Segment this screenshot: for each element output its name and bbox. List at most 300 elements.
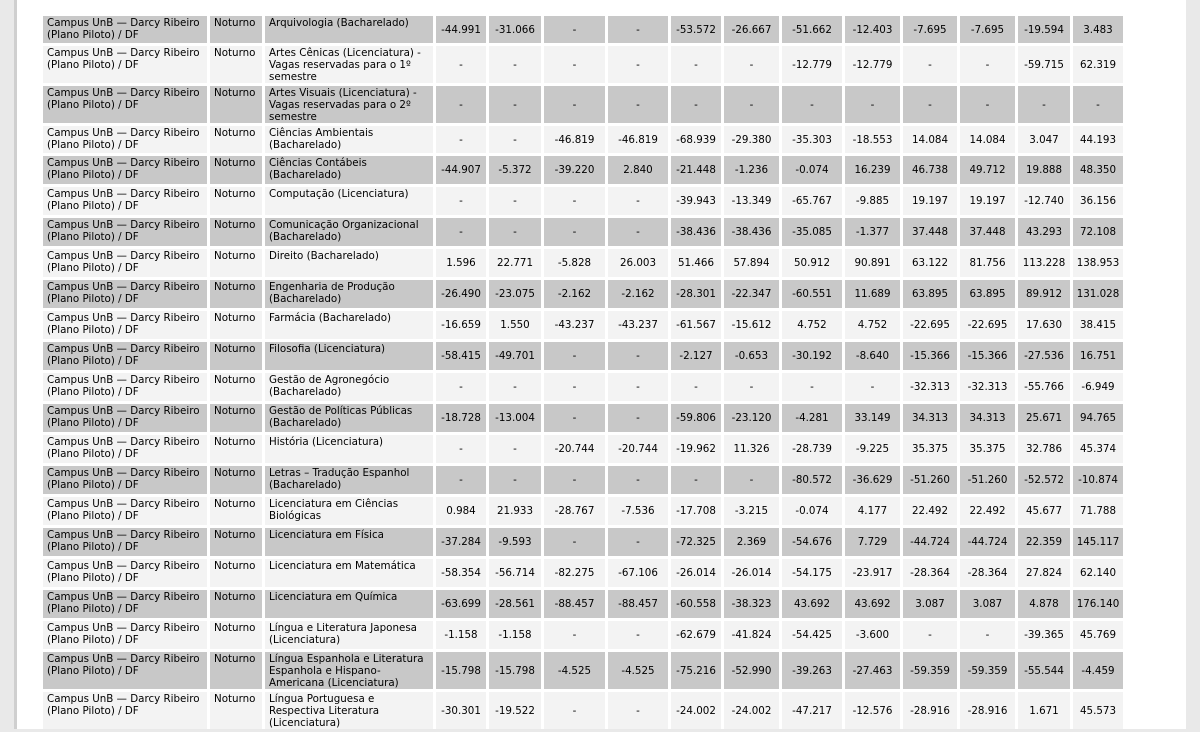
shift-cell: Noturno <box>210 528 262 556</box>
value-cell: - <box>608 187 668 215</box>
value-cell: - <box>489 86 541 123</box>
value-cell: - <box>436 218 486 246</box>
value-cell: - <box>436 373 486 401</box>
value-cell: -1.236 <box>724 156 779 184</box>
table-row <box>43 404 1123 432</box>
value-cell: -32.313 <box>960 373 1015 401</box>
value-cell: -18.728 <box>436 404 486 432</box>
table-body <box>43 16 1123 729</box>
value-cell: -28.364 <box>960 559 1015 587</box>
value-cell: 16.239 <box>845 156 900 184</box>
shift-cell: Noturno <box>210 280 262 308</box>
value-cell: -59.359 <box>903 652 957 689</box>
table-row <box>43 280 1123 308</box>
value-cell: -37.284 <box>436 528 486 556</box>
value-cell: -22.695 <box>903 311 957 339</box>
value-cell: - <box>436 187 486 215</box>
value-cell: 2.369 <box>724 528 779 556</box>
value-cell: 14.084 <box>903 126 957 153</box>
value-cell: 0.984 <box>436 497 486 525</box>
value-cell: -46.819 <box>608 126 668 153</box>
value-cell: -7.536 <box>608 497 668 525</box>
value-cell: -8.640 <box>845 342 900 370</box>
value-cell: -15.612 <box>724 311 779 339</box>
value-cell: -80.572 <box>782 466 842 494</box>
value-cell: -13.004 <box>489 404 541 432</box>
shift-cell: Noturno <box>210 187 262 215</box>
campus-cell: Campus UnB — Darcy Ribeiro (Plano Piloto) / DF <box>43 652 207 689</box>
table-row <box>43 590 1123 618</box>
value-cell: -44.991 <box>436 16 486 43</box>
value-cell: -51.260 <box>903 466 957 494</box>
shift-cell: Noturno <box>210 311 262 339</box>
campus-cell: Campus UnB — Darcy Ribeiro (Plano Piloto) / DF <box>43 692 207 729</box>
value-cell: -68.939 <box>671 126 721 153</box>
value-cell: - <box>436 466 486 494</box>
value-cell: 46.738 <box>903 156 957 184</box>
value-cell: - <box>782 373 842 401</box>
value-cell: -46.819 <box>544 126 605 153</box>
value-cell: -59.806 <box>671 404 721 432</box>
value-cell: -24.002 <box>724 692 779 729</box>
value-cell: -10.874 <box>1073 466 1123 494</box>
campus-cell: Campus UnB — Darcy Ribeiro (Plano Piloto) / DF <box>43 435 207 463</box>
value-cell: 37.448 <box>960 218 1015 246</box>
value-cell: 94.765 <box>1073 404 1123 432</box>
value-cell: -12.740 <box>1018 187 1070 215</box>
value-cell: -20.744 <box>544 435 605 463</box>
table-row <box>43 497 1123 525</box>
value-cell: -12.576 <box>845 692 900 729</box>
table-row <box>43 218 1123 246</box>
shift-cell: Noturno <box>210 559 262 587</box>
value-cell: - <box>608 86 668 123</box>
course-cell: Engenharia de Produção (Bacharelado) <box>265 280 433 308</box>
value-cell: - <box>544 342 605 370</box>
value-cell: -27.463 <box>845 652 900 689</box>
value-cell: -7.695 <box>960 16 1015 43</box>
campus-cell: Campus UnB — Darcy Ribeiro (Plano Piloto) / DF <box>43 590 207 618</box>
value-cell: 62.140 <box>1073 559 1123 587</box>
value-cell: -35.085 <box>782 218 842 246</box>
value-cell: - <box>845 86 900 123</box>
value-cell: - <box>489 187 541 215</box>
value-cell: - <box>489 466 541 494</box>
value-cell: -43.237 <box>544 311 605 339</box>
value-cell: -41.824 <box>724 621 779 649</box>
table-row <box>43 249 1123 277</box>
value-cell: - <box>489 46 541 83</box>
value-cell: 145.117 <box>1073 528 1123 556</box>
value-cell: 22.492 <box>903 497 957 525</box>
shift-cell: Noturno <box>210 621 262 649</box>
campus-cell: Campus UnB — Darcy Ribeiro (Plano Piloto) / DF <box>43 218 207 246</box>
value-cell: -60.551 <box>782 280 842 308</box>
value-cell: -82.275 <box>544 559 605 587</box>
value-cell: 63.895 <box>960 280 1015 308</box>
value-cell: 22.359 <box>1018 528 1070 556</box>
value-cell: 34.313 <box>960 404 1015 432</box>
value-cell: -20.744 <box>608 435 668 463</box>
value-cell: 4.752 <box>845 311 900 339</box>
value-cell: 3.483 <box>1073 16 1123 43</box>
value-cell: 43.692 <box>782 590 842 618</box>
value-cell: -0.653 <box>724 342 779 370</box>
value-cell: -13.349 <box>724 187 779 215</box>
campus-cell: Campus UnB — Darcy Ribeiro (Plano Piloto) / DF <box>43 46 207 83</box>
shift-cell: Noturno <box>210 156 262 184</box>
value-cell: -1.158 <box>489 621 541 649</box>
value-cell: -88.457 <box>544 590 605 618</box>
value-cell: 51.466 <box>671 249 721 277</box>
value-cell: 11.689 <box>845 280 900 308</box>
table-row <box>43 187 1123 215</box>
value-cell: -23.120 <box>724 404 779 432</box>
value-cell: -2.127 <box>671 342 721 370</box>
value-cell: -12.779 <box>845 46 900 83</box>
shift-cell: Noturno <box>210 692 262 729</box>
value-cell: - <box>436 126 486 153</box>
value-cell: 113.228 <box>1018 249 1070 277</box>
course-cell: Filosofia (Licenciatura) <box>265 342 433 370</box>
course-cell: Licenciatura em Química <box>265 590 433 618</box>
value-cell: -9.225 <box>845 435 900 463</box>
value-cell: 17.630 <box>1018 311 1070 339</box>
value-cell: -59.715 <box>1018 46 1070 83</box>
value-cell: 45.573 <box>1073 692 1123 729</box>
table-row <box>43 86 1123 123</box>
value-cell: 81.756 <box>960 249 1015 277</box>
course-cell: Direito (Bacharelado) <box>265 249 433 277</box>
value-cell: -26.490 <box>436 280 486 308</box>
value-cell: - <box>544 621 605 649</box>
campus-cell: Campus UnB — Darcy Ribeiro (Plano Piloto) / DF <box>43 187 207 215</box>
value-cell: -28.916 <box>960 692 1015 729</box>
value-cell: 36.156 <box>1073 187 1123 215</box>
value-cell: 32.786 <box>1018 435 1070 463</box>
value-cell: 4.752 <box>782 311 842 339</box>
value-cell: 43.692 <box>845 590 900 618</box>
value-cell: 48.350 <box>1073 156 1123 184</box>
value-cell: - <box>608 404 668 432</box>
value-cell: 35.375 <box>903 435 957 463</box>
value-cell: - <box>489 373 541 401</box>
value-cell: -38.436 <box>671 218 721 246</box>
value-cell: -30.192 <box>782 342 842 370</box>
campus-cell: Campus UnB — Darcy Ribeiro (Plano Piloto) / DF <box>43 16 207 43</box>
course-cell: Letras – Tradução Espanhol (Bacharelado) <box>265 466 433 494</box>
value-cell: -55.766 <box>1018 373 1070 401</box>
value-cell: 27.824 <box>1018 559 1070 587</box>
value-cell: -58.354 <box>436 559 486 587</box>
value-cell: -28.301 <box>671 280 721 308</box>
table-row <box>43 126 1123 153</box>
value-cell: -29.380 <box>724 126 779 153</box>
value-cell: -19.594 <box>1018 16 1070 43</box>
value-cell: 16.751 <box>1073 342 1123 370</box>
value-cell: 2.840 <box>608 156 668 184</box>
value-cell: - <box>608 16 668 43</box>
course-cell: Artes Cênicas (Licenciatura) - Vagas reservadas para o 1º semestre <box>265 46 433 83</box>
value-cell: 63.895 <box>903 280 957 308</box>
value-cell: -5.372 <box>489 156 541 184</box>
value-cell: -26.014 <box>724 559 779 587</box>
value-cell: -24.002 <box>671 692 721 729</box>
value-cell: 4.177 <box>845 497 900 525</box>
value-cell: 62.319 <box>1073 46 1123 83</box>
value-cell: -15.798 <box>489 652 541 689</box>
value-cell: - <box>671 46 721 83</box>
value-cell: - <box>489 126 541 153</box>
value-cell: -28.739 <box>782 435 842 463</box>
value-cell: -59.359 <box>960 652 1015 689</box>
value-cell: - <box>436 435 486 463</box>
course-cell: Computação (Licenciatura) <box>265 187 433 215</box>
value-cell: -54.175 <box>782 559 842 587</box>
table-row <box>43 466 1123 494</box>
value-cell: 1.550 <box>489 311 541 339</box>
value-cell: -51.662 <box>782 16 842 43</box>
value-cell: 37.448 <box>903 218 957 246</box>
value-cell: -55.544 <box>1018 652 1070 689</box>
value-cell: - <box>544 466 605 494</box>
shift-cell: Noturno <box>210 652 262 689</box>
shift-cell: Noturno <box>210 126 262 153</box>
value-cell: 19.888 <box>1018 156 1070 184</box>
value-cell: - <box>960 86 1015 123</box>
course-cell: Farmácia (Bacharelado) <box>265 311 433 339</box>
value-cell: - <box>544 528 605 556</box>
campus-cell: Campus UnB — Darcy Ribeiro (Plano Piloto) / DF <box>43 559 207 587</box>
campus-cell: Campus UnB — Darcy Ribeiro (Plano Piloto) / DF <box>43 404 207 432</box>
value-cell: - <box>845 373 900 401</box>
value-cell: -12.779 <box>782 46 842 83</box>
value-cell: -26.014 <box>671 559 721 587</box>
value-cell: -35.303 <box>782 126 842 153</box>
campus-cell: Campus UnB — Darcy Ribeiro (Plano Piloto) / DF <box>43 528 207 556</box>
value-cell: 3.047 <box>1018 126 1070 153</box>
value-cell: -4.525 <box>608 652 668 689</box>
value-cell: -44.724 <box>903 528 957 556</box>
value-cell: -17.708 <box>671 497 721 525</box>
value-cell: 22.771 <box>489 249 541 277</box>
value-cell: - <box>724 46 779 83</box>
value-cell: -32.313 <box>903 373 957 401</box>
value-cell: - <box>544 16 605 43</box>
campus-cell: Campus UnB — Darcy Ribeiro (Plano Piloto) / DF <box>43 621 207 649</box>
course-cell: Licenciatura em Matemática <box>265 559 433 587</box>
value-cell: -39.365 <box>1018 621 1070 649</box>
campus-cell: Campus UnB — Darcy Ribeiro (Plano Piloto) / DF <box>43 86 207 123</box>
value-cell: 1.671 <box>1018 692 1070 729</box>
value-cell: 38.415 <box>1073 311 1123 339</box>
value-cell: - <box>544 692 605 729</box>
value-cell: -4.281 <box>782 404 842 432</box>
value-cell: - <box>724 466 779 494</box>
value-cell: 22.492 <box>960 497 1015 525</box>
value-cell: 63.122 <box>903 249 957 277</box>
value-cell: -52.572 <box>1018 466 1070 494</box>
value-cell: -88.457 <box>608 590 668 618</box>
value-cell: -22.347 <box>724 280 779 308</box>
value-cell: -15.798 <box>436 652 486 689</box>
value-cell: 49.712 <box>960 156 1015 184</box>
value-cell: -15.366 <box>960 342 1015 370</box>
value-cell: -16.659 <box>436 311 486 339</box>
value-cell: -38.436 <box>724 218 779 246</box>
course-cell: Artes Visuais (Licenciatura) - Vagas reservadas para o 2º semestre <box>265 86 433 123</box>
shift-cell: Noturno <box>210 404 262 432</box>
value-cell: -62.679 <box>671 621 721 649</box>
value-cell: -28.767 <box>544 497 605 525</box>
value-cell: -2.162 <box>544 280 605 308</box>
value-cell: - <box>608 621 668 649</box>
campus-cell: Campus UnB — Darcy Ribeiro (Plano Piloto) / DF <box>43 497 207 525</box>
value-cell: -39.220 <box>544 156 605 184</box>
value-cell: -12.403 <box>845 16 900 43</box>
value-cell: -49.701 <box>489 342 541 370</box>
value-cell: -60.558 <box>671 590 721 618</box>
value-cell: -53.572 <box>671 16 721 43</box>
value-cell: 138.953 <box>1073 249 1123 277</box>
shift-cell: Noturno <box>210 16 262 43</box>
course-cell: Comunicação Organizacional (Bacharelado) <box>265 218 433 246</box>
value-cell: - <box>608 373 668 401</box>
value-cell: - <box>608 46 668 83</box>
value-cell: -0.074 <box>782 156 842 184</box>
value-cell: 33.149 <box>845 404 900 432</box>
table-row <box>43 16 1123 43</box>
campus-cell: Campus UnB — Darcy Ribeiro (Plano Piloto) / DF <box>43 126 207 153</box>
campus-cell: Campus UnB — Darcy Ribeiro (Plano Piloto) / DF <box>43 373 207 401</box>
value-cell: - <box>544 404 605 432</box>
table-row <box>43 435 1123 463</box>
value-cell: - <box>782 86 842 123</box>
value-cell: -43.237 <box>608 311 668 339</box>
value-cell: -31.066 <box>489 16 541 43</box>
value-cell: 26.003 <box>608 249 668 277</box>
value-cell: - <box>903 86 957 123</box>
value-cell: -1.377 <box>845 218 900 246</box>
value-cell: -75.216 <box>671 652 721 689</box>
campus-cell: Campus UnB — Darcy Ribeiro (Plano Piloto) / DF <box>43 249 207 277</box>
table-row <box>43 311 1123 339</box>
value-cell: - <box>608 692 668 729</box>
value-cell: - <box>960 621 1015 649</box>
value-cell: - <box>671 86 721 123</box>
value-cell: 45.677 <box>1018 497 1070 525</box>
value-cell: -39.263 <box>782 652 842 689</box>
value-cell: - <box>671 373 721 401</box>
shift-cell: Noturno <box>210 342 262 370</box>
campus-cell: Campus UnB — Darcy Ribeiro (Plano Piloto) / DF <box>43 466 207 494</box>
value-cell: - <box>671 466 721 494</box>
shift-cell: Noturno <box>210 46 262 83</box>
value-cell: -38.323 <box>724 590 779 618</box>
value-cell: 1.596 <box>436 249 486 277</box>
course-cell: Licenciatura em Ciências Biológicas <box>265 497 433 525</box>
value-cell: - <box>489 218 541 246</box>
value-cell: - <box>544 187 605 215</box>
value-cell: -26.667 <box>724 16 779 43</box>
value-cell: 14.084 <box>960 126 1015 153</box>
table-row <box>43 652 1123 689</box>
value-cell: 131.028 <box>1073 280 1123 308</box>
value-cell: - <box>724 373 779 401</box>
value-cell: -28.364 <box>903 559 957 587</box>
value-cell: -52.990 <box>724 652 779 689</box>
course-cell: Língua Espanhola e Literatura Espanhola e Hispano-Americana (Licenciatura) <box>265 652 433 689</box>
campus-cell: Campus UnB — Darcy Ribeiro (Plano Piloto) / DF <box>43 311 207 339</box>
value-cell: -9.593 <box>489 528 541 556</box>
value-cell: - <box>1073 86 1123 123</box>
value-cell: - <box>960 46 1015 83</box>
results-table <box>40 13 1126 732</box>
value-cell: - <box>608 528 668 556</box>
value-cell: - <box>544 373 605 401</box>
value-cell: 4.878 <box>1018 590 1070 618</box>
value-cell: -27.536 <box>1018 342 1070 370</box>
course-cell: Língua e Literatura Japonesa (Licenciatura) <box>265 621 433 649</box>
value-cell: -4.459 <box>1073 652 1123 689</box>
value-cell: -22.695 <box>960 311 1015 339</box>
value-cell: -2.162 <box>608 280 668 308</box>
campus-cell: Campus UnB — Darcy Ribeiro (Plano Piloto) / DF <box>43 156 207 184</box>
value-cell: 89.912 <box>1018 280 1070 308</box>
table-row <box>43 373 1123 401</box>
table-row <box>43 46 1123 83</box>
value-cell: 57.894 <box>724 249 779 277</box>
course-cell: História (Licenciatura) <box>265 435 433 463</box>
value-cell: -3.600 <box>845 621 900 649</box>
value-cell: 19.197 <box>960 187 1015 215</box>
table-row <box>43 559 1123 587</box>
value-cell: -3.215 <box>724 497 779 525</box>
value-cell: -4.525 <box>544 652 605 689</box>
value-cell: 19.197 <box>903 187 957 215</box>
value-cell: -28.916 <box>903 692 957 729</box>
value-cell: -65.767 <box>782 187 842 215</box>
table-row <box>43 692 1123 729</box>
value-cell: - <box>608 466 668 494</box>
value-cell: -67.106 <box>608 559 668 587</box>
value-cell: 34.313 <box>903 404 957 432</box>
value-cell: - <box>544 46 605 83</box>
value-cell: -30.301 <box>436 692 486 729</box>
value-cell: 21.933 <box>489 497 541 525</box>
course-cell: Gestão de Políticas Públicas (Bacharelado) <box>265 404 433 432</box>
value-cell: 43.293 <box>1018 218 1070 246</box>
value-cell: -7.695 <box>903 16 957 43</box>
value-cell: 44.193 <box>1073 126 1123 153</box>
value-cell: -47.217 <box>782 692 842 729</box>
table-row <box>43 621 1123 649</box>
value-cell: -51.260 <box>960 466 1015 494</box>
value-cell: 11.326 <box>724 435 779 463</box>
value-cell: -56.714 <box>489 559 541 587</box>
shift-cell: Noturno <box>210 435 262 463</box>
value-cell: -54.425 <box>782 621 842 649</box>
value-cell: - <box>489 435 541 463</box>
value-cell: 90.891 <box>845 249 900 277</box>
value-cell: -44.724 <box>960 528 1015 556</box>
value-cell: -19.522 <box>489 692 541 729</box>
shift-cell: Noturno <box>210 249 262 277</box>
value-cell: -54.676 <box>782 528 842 556</box>
value-cell: 25.671 <box>1018 404 1070 432</box>
value-cell: - <box>1018 86 1070 123</box>
campus-cell: Campus UnB — Darcy Ribeiro (Plano Piloto) / DF <box>43 280 207 308</box>
